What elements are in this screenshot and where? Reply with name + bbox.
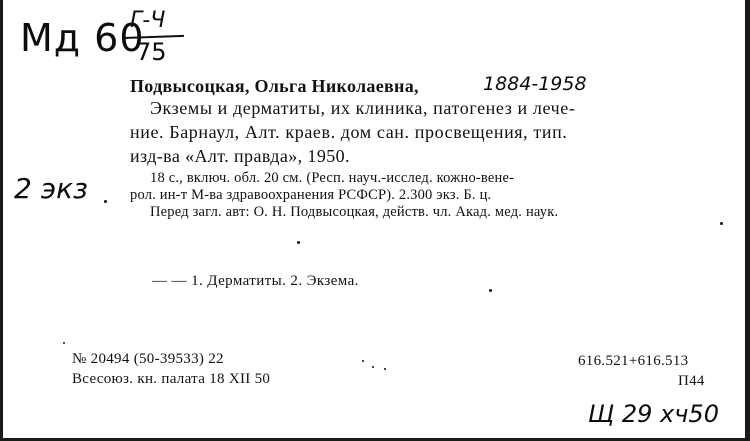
- scan-speck: [372, 366, 374, 368]
- card-number: № 20494 (50-39533) 22: [72, 351, 224, 367]
- scan-speck: [63, 342, 65, 344]
- author-years: 1884-1958: [483, 73, 587, 95]
- note-line-1: рол. ин-т М-ва здравоохранения РСФСР). 2.300 экз. Б. ц.: [130, 187, 492, 203]
- shelfmark-denominator: 75: [136, 38, 167, 66]
- card-left-edge: [0, 0, 3, 441]
- copies-note: 2 экз: [14, 172, 88, 205]
- scan-speck: [489, 289, 492, 292]
- copies-dot: [104, 200, 107, 203]
- scan-speck: [384, 368, 386, 370]
- collation-line: 18 с., включ. обл. 20 см. (Респ. науч.-исслед. кожно-вене-: [150, 170, 515, 186]
- udc-classification: 616.521+616.513: [578, 353, 689, 369]
- scan-speck: [297, 241, 300, 244]
- title-line-3: изд-ва «Алт. правда», 1950.: [130, 146, 350, 166]
- shelfmark-numerator: Г-Ч: [130, 8, 166, 33]
- subject-tracing: — — 1. Дерматиты. 2. Экзема.: [152, 273, 359, 289]
- note-line-2: Перед загл. авт: О. Н. Подвысоцкая, действ. чл. Акад. мед. наук.: [150, 204, 559, 220]
- shelfmark-main: Мд 60: [20, 16, 145, 60]
- book-chamber-stamp: Всесоюз. кн. палата 18 XII 50: [72, 371, 271, 387]
- author-heading: Подвысоцкая, Ольга Николаевна,: [130, 76, 419, 96]
- scan-speck: [362, 360, 364, 362]
- inventory-note: Щ 29 хч50: [588, 400, 719, 428]
- author-code: П44: [678, 373, 705, 389]
- title-line-2: ние. Барнаул, Алт. краев. дом сан. просвещения, тип.: [130, 122, 568, 142]
- title-line-1: Экземы и дерматиты, их клиника, патогенез и лече-: [150, 98, 576, 118]
- card-right-edge: [745, 0, 750, 441]
- scan-speck: [720, 222, 723, 225]
